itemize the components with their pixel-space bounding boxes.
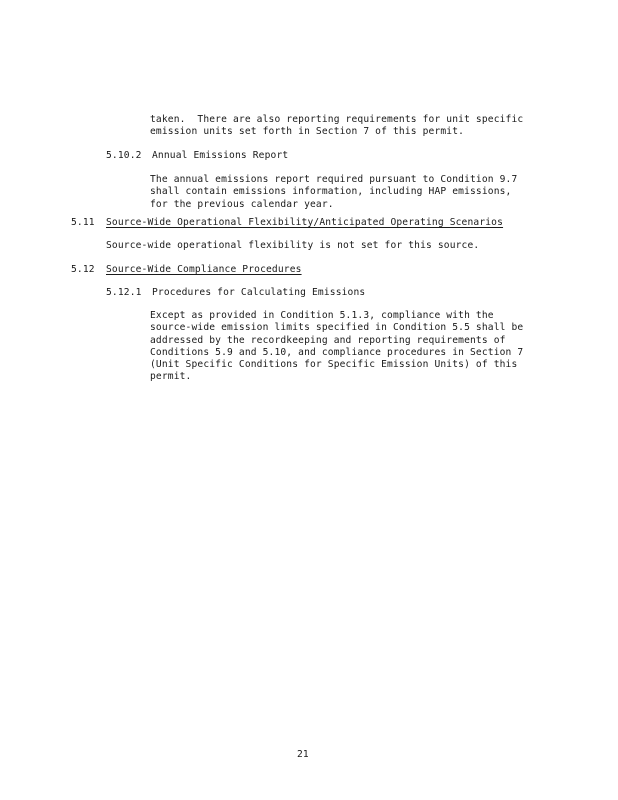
section-heading-5-11: Source-Wide Operational Flexibility/Anticipated Operating Scenarios [106,217,504,228]
section-number-5-11: 5.11 [71,217,95,228]
paragraph-line: emission units set forth in Section 7 of this permit. [150,126,465,138]
continuation-paragraph [150,114,523,139]
section-number-5-12-1: 5.12.1 [106,287,142,298]
paragraph-line: Conditions 5.9 and 5.10, and compliance procedures in Section 7 [150,346,524,358]
paragraph-line: shall contain emissions information, including HAP emissions, [150,186,512,198]
section-heading-5-12-1: Procedures for Calculating Emissions [152,287,366,298]
paragraph-line: permit. [150,371,192,383]
section-5-11-body: Source-wide operational flexibility is not set for this source. [106,240,480,251]
section-heading-5-12: Source-Wide Compliance Procedures [106,264,302,275]
paragraph-line: (Unit Specific Conditions for Specific Emission Units) of this [150,359,518,371]
page-number: 21 [297,749,309,760]
paragraph-line: for the previous calendar year. [150,198,334,210]
section-5-10-2-paragraph [150,174,517,211]
paragraph-line: taken. There are also reporting requirements for unit specific [150,114,524,125]
section-heading-5-10-2: Annual Emissions Report [152,150,289,161]
section-number-5-12: 5.12 [71,264,95,275]
section-number-5-10-2: 5.10.2 [106,150,142,161]
paragraph-line: The annual emissions report required pursuant to Condition 9.7 [150,174,518,185]
section-5-12-1-paragraph [150,310,523,384]
paragraph-line: addressed by the recordkeeping and reporting requirements of [150,334,506,346]
paragraph-line: source-wide emission limits specified in Condition 5.5 shall be [150,322,524,334]
paragraph-line: Except as provided in Condition 5.1.3, compliance with the [150,310,494,321]
